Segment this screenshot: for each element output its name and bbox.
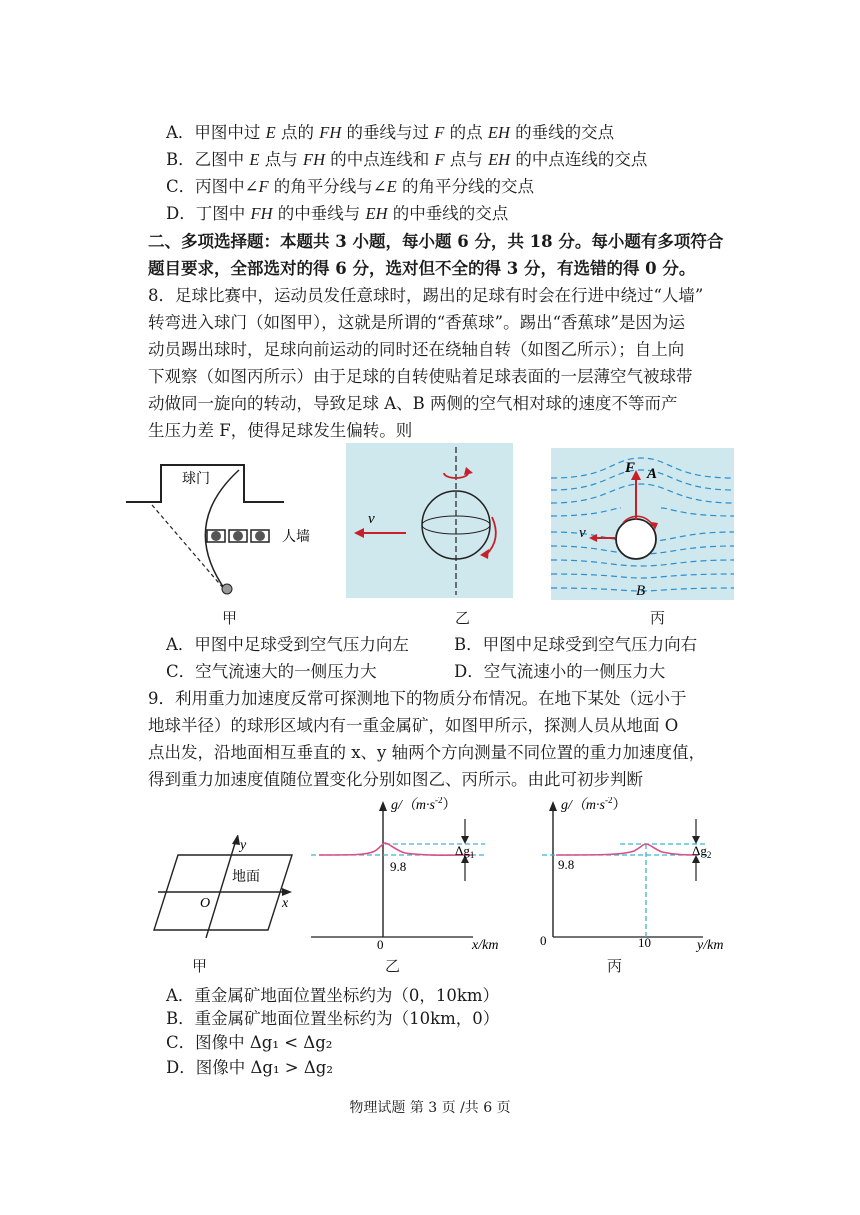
q8-caption-yi: 乙	[455, 609, 471, 627]
q7-option-a: A．甲图中过 E 点的 FH 的垂线与过 F 的点 EH 的垂线的交点	[166, 123, 615, 142]
q8-figure-jia	[124, 455, 324, 615]
q9-caption-yi: 乙	[385, 957, 401, 975]
dg2-label: $\Delta g_2$	[692, 843, 712, 860]
A-label: A	[647, 466, 658, 482]
q9-option-c: C．图像中 Δg₁ < Δg₂	[166, 1033, 333, 1052]
section2-heading-line1: 二、多项选择题：本题共 3 小题，每小题 6 分，共 18 分。每小题有多项符合	[148, 232, 724, 251]
v-label-bing: v	[579, 525, 586, 541]
dg1-label: $\Delta g_1$	[455, 843, 475, 860]
g-curve-bing	[556, 844, 698, 855]
q9-line-4: 得到重力加速度值随位置变化分别如图乙、丙所示。由此可初步判断	[148, 770, 643, 789]
q8-line-2: 转弯进入球门（如图甲），这就是所谓的“香蕉球”。踢出“香蕉球”是因为运	[148, 313, 685, 332]
q8-option-b: B．甲图中足球受到空气压力向右	[454, 635, 698, 654]
q8-figure-bing	[551, 448, 734, 600]
x-km-label: x/km	[472, 938, 499, 953]
q8-option-d: D．空气流速小的一侧压力大	[454, 662, 666, 681]
football	[222, 584, 232, 594]
q9-line-3: 点出发，沿地面相互垂直的 x、y 轴两个方向测量不同位置的重力加速度值，	[148, 743, 706, 762]
goal-label: 球门	[182, 472, 210, 487]
ground-label: 地面	[232, 870, 260, 885]
q9-option-a: A．重金属矿地面位置坐标约为（0，10km）	[166, 986, 500, 1005]
section2-heading-line2: 题目要求，全部选对的得 6 分，选对但不全的得 3 分，有选错的得 0 分。	[148, 259, 696, 278]
q8-line-3: 动员踢出球时，足球向前运动的同时还在绕轴自转（如图乙所示）；自上向	[148, 340, 685, 359]
g-axis-label-yi: $g/(m\cdot s^{-2})$	[391, 797, 457, 813]
y-km-label: y/km	[697, 938, 724, 953]
q9-caption-bing: 丙	[607, 957, 623, 975]
q8-option-c: C．空气流速大的一侧压力大	[166, 662, 377, 681]
q9-option-b: B．重金属矿地面位置坐标约为（10km，0）	[166, 1009, 500, 1028]
q8-caption-jia: 甲	[222, 609, 238, 627]
q7-option-b: B．乙图中 E 点与 FH 的中点连线和 F 点与 EH 的中点连线的交点	[166, 150, 648, 169]
y-label: y	[240, 838, 247, 853]
q9-line-2: 地球半径）的球形区域内有一重金属矿，如图甲所示，探测人员从地面 O	[148, 716, 679, 735]
page-footer: 物理试题 第 3 页 /共 6 页	[349, 1100, 511, 1116]
q9-figure-jia	[150, 835, 300, 945]
g-curve-yi	[319, 843, 473, 855]
zero-yi: 0	[377, 937, 384, 952]
value-9-8-yi: 9.8	[390, 859, 407, 874]
q8-line-4: 下观察（如图丙所示）由于足球的自转使贴着足球表面的一层薄空气被球带	[148, 367, 693, 386]
B-label: B	[636, 583, 646, 599]
q8-line-1: 8．足球比赛中，运动员发任意球时，踢出的足球有时会在行进中绕过“人墙”	[148, 286, 704, 305]
q7-option-d: D．丁图中 FH 的中垂线与 EH 的中垂线的交点	[166, 204, 509, 223]
q9-figure-bing	[528, 797, 738, 957]
q8-line-6: 生压力差 F，使得足球发生偏转。则	[148, 421, 413, 440]
q9-figure-yi	[305, 797, 520, 957]
straight-path-dashed	[152, 505, 224, 589]
human-wall	[207, 530, 269, 542]
q8-figure-yi	[346, 443, 513, 598]
origin-label: O	[200, 896, 211, 911]
F-label: F	[625, 460, 636, 476]
q8-option-a: A．甲图中足球受到空气压力向左	[166, 635, 409, 654]
x-label: x	[282, 896, 289, 911]
q8-line-5: 动做同一旋向的转动，导致足球 A、B 两侧的空气相对球的速度不等而产	[148, 394, 678, 413]
q8-caption-bing: 丙	[650, 609, 666, 627]
wall-label: 人墙	[282, 530, 310, 545]
q7-option-c: C．丙图中∠F 的角平分线与∠E 的角平分线的交点	[166, 177, 534, 196]
q9-caption-jia: 甲	[192, 957, 208, 975]
value-9-8-bing: 9.8	[558, 857, 575, 872]
q9-option-d: D．图像中 Δg₁ > Δg₂	[166, 1058, 333, 1077]
g-axis-label-bing: $g/(m\cdot s^{-2})$	[561, 797, 627, 813]
v-label: v	[368, 511, 375, 527]
ten-bing: 10	[638, 935, 651, 950]
zero-bing: 0	[540, 933, 547, 948]
ball-top-view	[616, 519, 656, 559]
q9-line-1: 9．利用重力加速度反常可探测地下的物质分布情况。在地下某处（远小于	[148, 689, 687, 708]
